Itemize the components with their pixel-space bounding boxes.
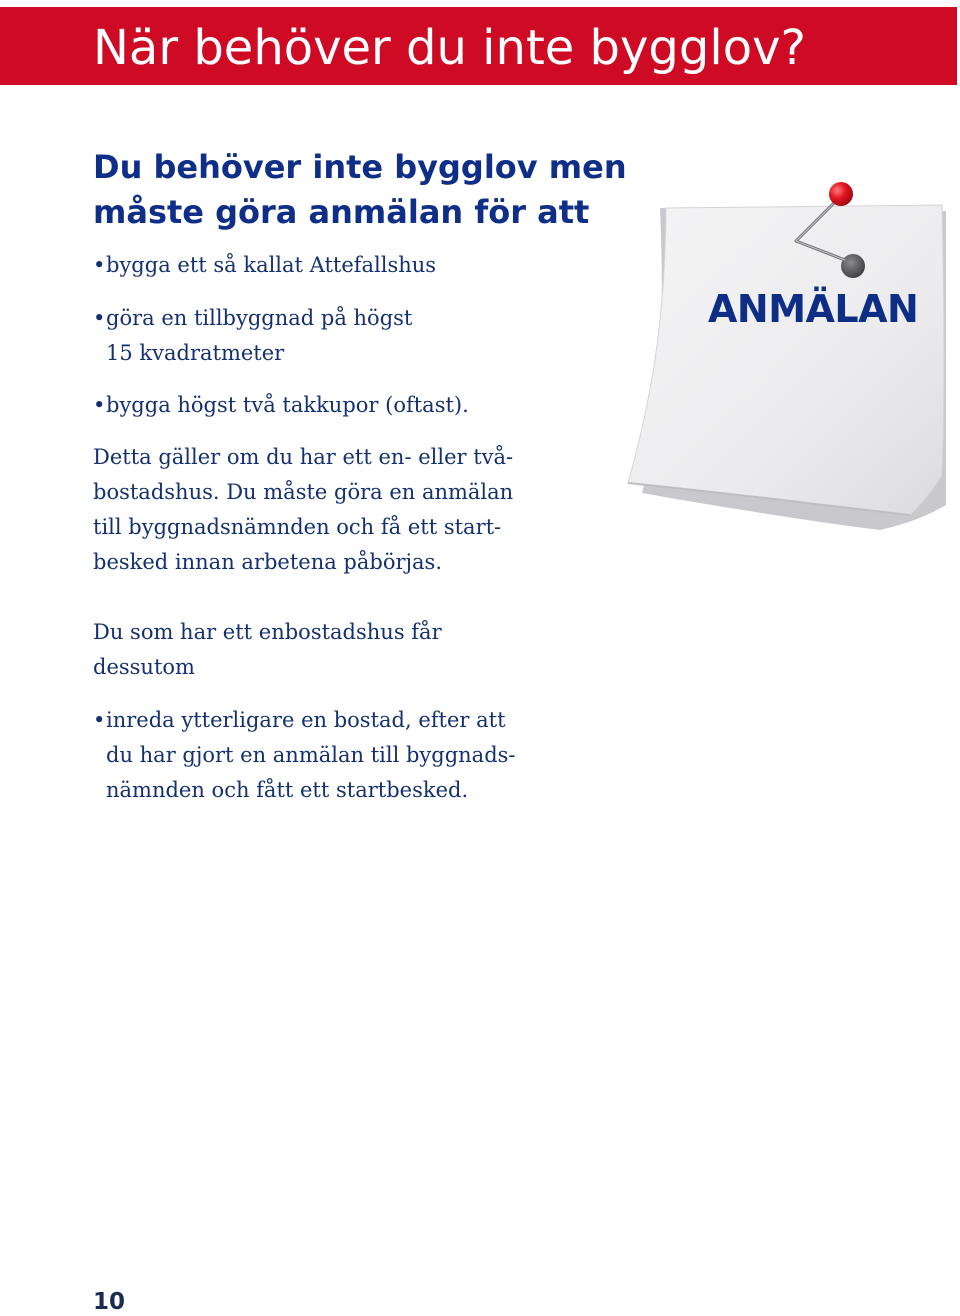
bullet-attefallshus xyxy=(93,248,436,283)
bullet-dot: • xyxy=(93,253,106,277)
bullet-text: inreda ytterligare en bostad, efter att xyxy=(106,708,506,732)
page-title: När behöver du inte bygglov? xyxy=(93,20,806,76)
bullet-dot: • xyxy=(93,708,106,732)
bullet-dot: • xyxy=(93,306,106,330)
pinned-note-icon xyxy=(620,175,960,540)
bullet-text: nämnden och fått ett startbesked. xyxy=(106,778,469,802)
bullet-text: bygga högst två takkupor (oftast). xyxy=(106,393,469,417)
bullet-text: bygga ett så kallat Attefallshus xyxy=(106,253,437,277)
section-heading-line: måste göra anmälan för att xyxy=(93,193,590,231)
bullet-inreda-bostad xyxy=(93,703,516,808)
bullet-tillbyggnad xyxy=(93,301,412,371)
bullet-text: du har gjort en anmälan till byggnads- xyxy=(106,743,516,767)
bullet-dot: • xyxy=(93,393,106,417)
info-paragraph: Detta gäller om du har ett en- eller två- bostadshus. Du måste göra en anmälan till byggnadsnämnden och få ett start- besked innan arbetena påbörjas. xyxy=(93,445,514,574)
enbostadshus-paragraph: Du som har ett enbostadshus får dessutom xyxy=(93,620,442,679)
title-banner xyxy=(0,7,957,85)
bullet-text: göra en tillbyggnad på högst xyxy=(106,306,413,330)
note-label: ANMÄLAN xyxy=(708,287,919,331)
section-heading xyxy=(93,145,627,235)
page-number: 10 xyxy=(93,1289,126,1315)
bullet-takkupor xyxy=(93,388,469,423)
section-heading-line: Du behöver inte bygglov men xyxy=(93,148,627,186)
bullet-text: 15 kvadratmeter xyxy=(106,341,285,365)
